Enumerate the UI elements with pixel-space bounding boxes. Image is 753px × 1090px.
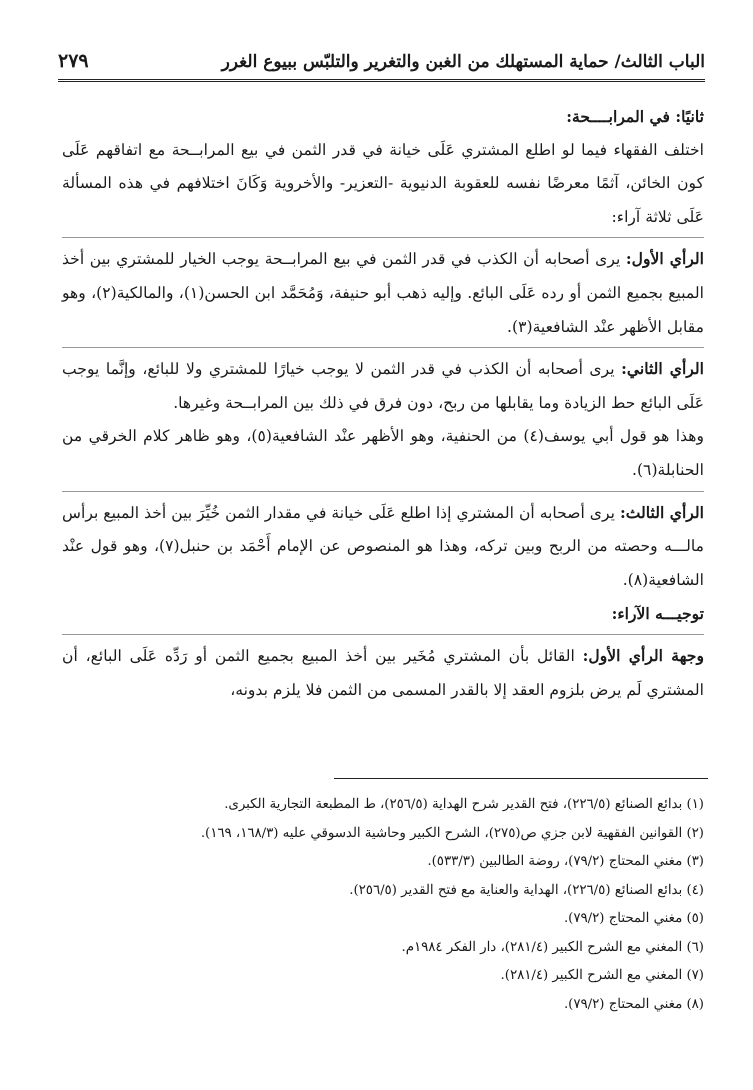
opinion-two-text: يرى أصحابه أن الكذب في قدر الثمن لا يوجب خيارًا للمشتري ولا للبائع، وإنَّما يوجب عَلَى البائع حط الزيادة وما يقابلها من ربح، دون فرق في ذلك بين المرابــحة وغيرها. — [62, 360, 704, 412]
opinion-one-paragraph — [62, 242, 704, 344]
chapter-title: الباب الثالث/ حماية المستهلك من الغبن والتغرير والتلبّس ببيوع الغرر — [221, 52, 705, 72]
opinion-two-heading: الرأي الثاني: — [621, 359, 704, 379]
intro-paragraph: اختلف الفقهاء فيما لو اطلع المشتري عَلَى خيانة في قدر الثمن في بيع المرابــحة مع اتفاقهم عَلَى كون الخائن، آثمًا معرضًا نفسه للعقوبة الدنيوية -التعزير- والأخروية وَكَانَ اختلافهم في هذه المسألة عَلَى ثلاثة آراء: — [62, 140, 704, 226]
paragraph-divider — [62, 237, 704, 238]
opinion-two-followup: وهذا هو قول أبي يوسف(٤) من الحنفية، وهو الأظهر عنْد الشافعية(٥)، وهو ظاهر كلام الخرقي من الحنابلة(٦). — [62, 427, 705, 479]
page-header — [58, 48, 705, 82]
opinion-three-heading: الرأي الثالث: — [619, 502, 704, 522]
footnote-item: (٥) مغني المحتاج (٧٩/٢). — [563, 911, 704, 926]
opinion-one-heading: الرأي الأول: — [625, 249, 704, 269]
footnote-item: (٤) بدائع الصنائع (٢٢٦/٥)، الهداية والعناية مع فتح القدير (٢٥٦/٥). — [349, 882, 704, 898]
section-title-justification: توجيـــه الآراء: — [611, 604, 704, 624]
paragraph-divider — [62, 634, 704, 635]
justification-heading: وجهة الرأي الأول: — [582, 645, 704, 665]
footnote-item: (١) بدائع الصنائع (٢٢٦/٥)، فتح القدير شرح الهداية (٢٥٦/٥)، ط المطبعة التجارية الكبرى. — [224, 797, 704, 812]
footnote-separator — [334, 778, 708, 779]
footnote-item: (٣) مغني المحتاج (٧٩/٢)، روضة الطالبين (٥٣٣/٣). — [427, 854, 704, 869]
justification-paragraph — [62, 639, 704, 707]
footnote-item: (٨) مغني المحتاج (٧٩/٢). — [563, 996, 704, 1012]
header-rule — [58, 79, 705, 82]
opinion-three-paragraph — [62, 496, 704, 598]
footnote-item: (٦) المغني مع الشرح الكبير (٢٨١/٤)، دار الفكر ١٩٨٤م. — [401, 939, 704, 955]
footnotes — [62, 791, 704, 1019]
paragraph-divider — [62, 491, 704, 492]
opinion-one-text: يرى أصحابه أن الكذب في قدر الثمن في بيع المرابــحة يوجب الخيار للمشتري بين أخذ المبيع بجميع الثمن أو رده عَلَى البائع. وإليه ذهب أبو حنيفة، وَمُحَمَّد ابن الحسن(١)، والمالكية(٢)، وهو مقابل الأظهر عنْد الشافعية(٣). — [62, 250, 705, 336]
opinion-two-paragraph — [62, 352, 704, 420]
paragraph-divider — [62, 347, 704, 348]
opinion-three-text: يرى أصحابه أن المشتري إذا اطلع عَلَى خيانة في مقدار الثمن خُيِّرَ بين أخذ المبيع برأس مالـــه وحصته من الربح وبين تركه، وهذا هو المنصوص عن الإمام أَحْمَد بن حنبل(٧)، وهو قول عنْد الشافعية(٨). — [62, 503, 704, 589]
footnote-item: (٧) المغني مع الشرح الكبير (٢٨١/٤). — [500, 968, 704, 983]
body-text — [62, 100, 704, 707]
footnote-item: (٢) القوانين الفقهية لابن جزي ص(٢٧٥)، الشرح الكبير وحاشية الدسوقي عليه (١٦٨/٣، ١٦٩). — [200, 825, 704, 841]
section-title-murabaha: ثانيًا: في المرابــــحة: — [566, 107, 704, 126]
justification-text: القائل بأن المشتري مُخَير بين أخذ المبيع بجميع الثمن أو رَدِّه عَلَى البائع، أن المشتري لَم يرض بلزوم العقد إلا بالقدر المسمى من الثمن فلا يلزم بدونه، — [62, 646, 704, 699]
page-number: ٢٧٩ — [58, 50, 89, 72]
